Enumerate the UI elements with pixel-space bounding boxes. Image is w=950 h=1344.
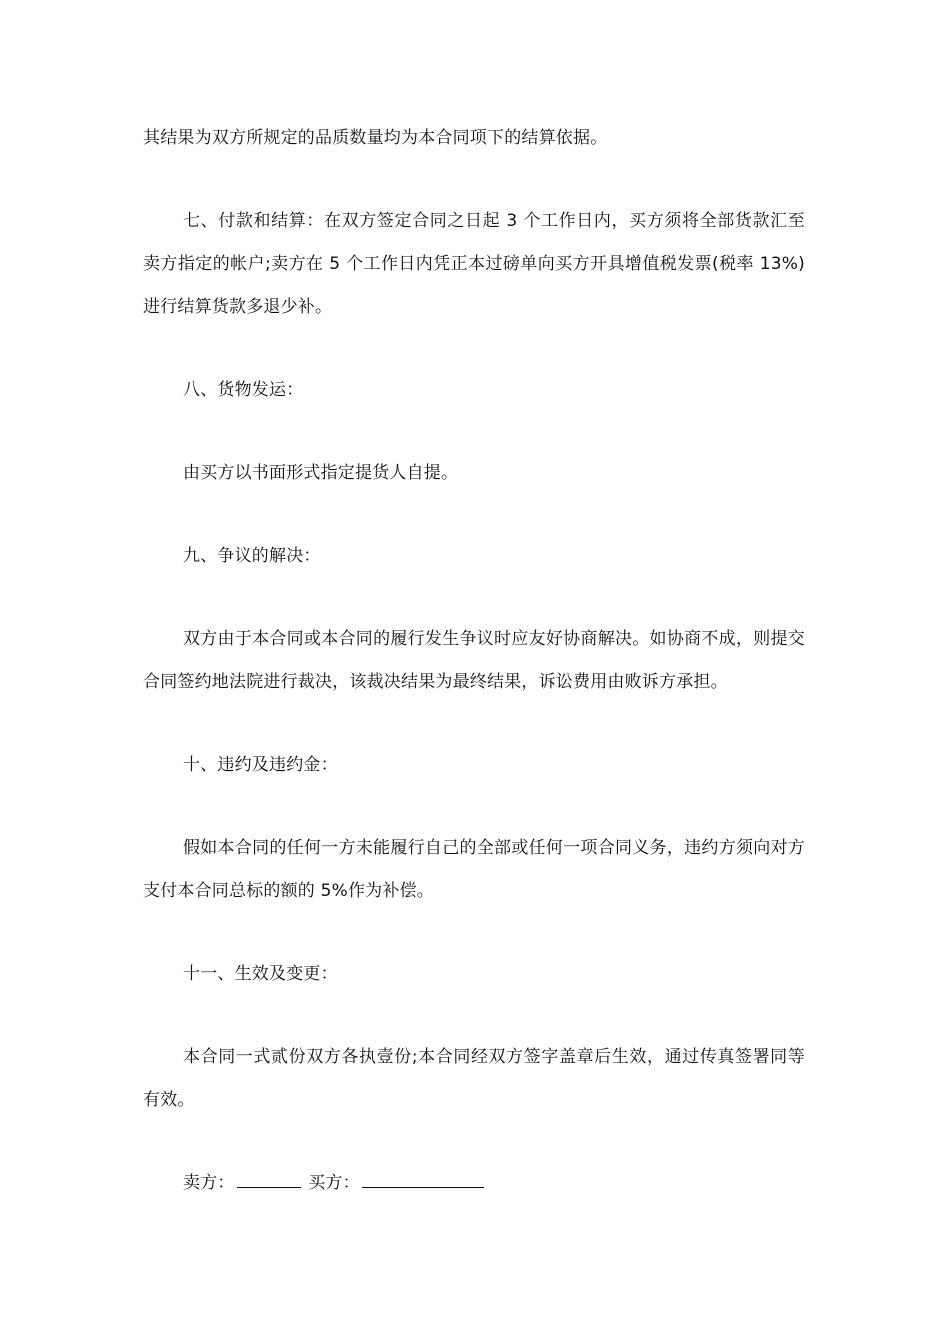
- paragraph-effect: 本合同一式贰份双方各执壹份;本合同经双方签字盖章后生效，通过传真签署同等有效。: [143, 1047, 805, 1110]
- paragraph-gap: [143, 329, 805, 369]
- buyer-label: 买方：: [308, 1173, 360, 1193]
- paragraph-gap: [143, 996, 805, 1036]
- signature-row: [143, 1162, 805, 1205]
- clause-payment-settlement: 七、付款和结算：在双方签定合同之日起 3 个工作日内，买方须将全部货款汇至卖方指定的帐户;卖方在 5 个工作日内凭正本过磅单向买方开具增值税发票(税率 13%)进行结算货款多退少补。: [143, 211, 805, 317]
- paragraph-gap: [143, 913, 805, 953]
- paragraph-dispute: 双方由于本合同或本合同的履行发生争议时应友好协商解决。如协商不成，则提交合同签约地法院进行裁决，该裁决结果为最终结果，诉讼费用由败诉方承担。: [143, 629, 805, 692]
- heading-shipment: 八、货物发运：: [183, 380, 304, 400]
- seller-signature-line: [237, 1186, 301, 1188]
- heading-breach: 十、违约及违约金：: [183, 755, 338, 775]
- paragraph-gap: [143, 1122, 805, 1162]
- paragraph-gap: [143, 787, 805, 827]
- paragraph-gap: [143, 160, 805, 200]
- paragraph-gap: [143, 704, 805, 744]
- paragraph-gap: [143, 495, 805, 535]
- heading-effect: 十一、生效及变更：: [183, 964, 338, 984]
- seller-label: 卖方：: [183, 1173, 235, 1193]
- paragraph-shipment: 由买方以书面形式指定提货人自提。: [183, 463, 459, 483]
- document-body: [143, 117, 805, 1205]
- paragraph-settlement-basis: 其结果为双方所规定的品质数量均为本合同项下的结算依据。: [143, 128, 608, 148]
- heading-dispute: 九、争议的解决：: [183, 546, 321, 566]
- buyer-signature-line: [362, 1186, 484, 1188]
- paragraph-gap: [143, 412, 805, 452]
- paragraph-gap: [143, 578, 805, 618]
- paragraph-breach: 假如本合同的任何一方未能履行自己的全部或任何一项合同义务，违约方须向对方支付本合同总标的额的 5%作为补偿。: [143, 838, 805, 901]
